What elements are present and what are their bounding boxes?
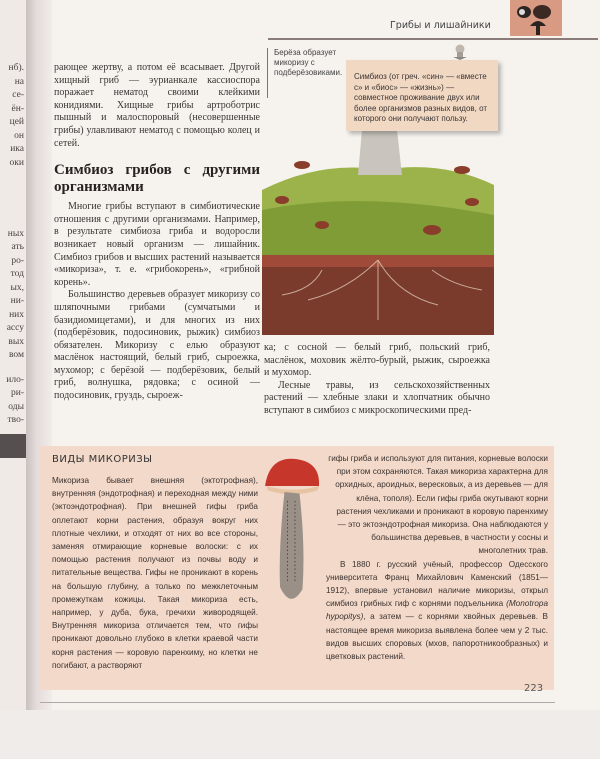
fragment-text: цей xyxy=(9,117,24,127)
fragment-text: них xyxy=(9,310,24,320)
fragment-text: ных xyxy=(7,229,24,239)
fragment-text: ри- xyxy=(11,388,24,398)
pushpin-icon xyxy=(445,44,475,60)
fragment-text: ать xyxy=(11,242,24,252)
previous-page-image-edge xyxy=(0,434,26,458)
note-text: Симбиоз (от греч. «син» — «вместе с» и «биос» — «жизнь») — совместное проживание двух или более организмов разных видов, от которого они получают пользу. xyxy=(354,72,488,123)
mushroom-section-icon xyxy=(510,0,562,36)
intro-paragraph: рающее жертву, а потом её всасывает. Другой хищный гриб — эурианкале кассиоспора поражает нематод своими клейкими конидиями. Хищные грибы артроботрис пышный и малоспоровый (несовершенные грибы) улавливают нематод с помощью колец и сетей. xyxy=(54,62,260,149)
paragraph: гифы гриба и используют для питания, корневые волоски при этом сохраняются. Такая микориза характерна для орхидных, ароидных, вересковых, а из деревьев — для клёна, тополя). Если гифы гриба окутывают корни растения чехликами и проникают в коровую паренхиму — это эктоэндотрофная микориза. Она наблюдаются у большинства деревьев, в частности у сосны и многолетних трав. xyxy=(328,454,548,556)
section-heading: Симбиоз грибов с другими организмами xyxy=(54,162,260,196)
paragraph: Большинство деревьев образует микоризу со шляпочными грибами (сумчатыми и базидиомицетами), и для многих из них (подберёзовик, подосиновик, рыжик) симбиоз обязателен. Микоризу с елью образуют маслёнок настоящий, белый гриб, сыроежка, мухомор; с берёзой — подберёзовик, белый гриб, волнушка, рядовка; с осиной — подосиновик, груздь, сыроеж- xyxy=(54,289,260,402)
definition-note xyxy=(346,60,498,131)
fragment-text: тод xyxy=(10,269,24,279)
left-column xyxy=(54,62,260,403)
bottom-rule xyxy=(40,702,555,703)
paragraph: ка; с сосной — белый гриб, польский гриб, маслёнок, моховик жёлто-бурый, рыжик, сыроежка и мухомор. xyxy=(264,342,490,379)
paragraph xyxy=(326,558,548,664)
text: , а затем — с корнями хвойных деревьев. В настоящее время микориза выявлена более чем у 2 тыс. видов высших споровых (мхов, папоротникообразных) и цветковых растений. xyxy=(326,612,548,662)
sidebar-title: ВИДЫ МИКОРИЗЫ xyxy=(52,454,153,465)
fragment-text: нб). xyxy=(8,63,24,73)
fragment-text: оки xyxy=(9,158,24,168)
fragment-text: тво- xyxy=(7,415,24,425)
paragraph: Многие грибы вступают в симбиотические отношения с другими организмами. Например, в результате симбиоза гриба и водоросли возникает новый организм — лишайник. Симбиоз грибов и высших растений называется «микориза», т. е. «грибокорень», «грибной корень». xyxy=(54,201,260,288)
caption-rule xyxy=(267,48,268,98)
fragment-text: ика xyxy=(10,144,24,154)
fragment-text: ни- xyxy=(10,296,24,306)
mycorrhiza-types-sidebar xyxy=(40,446,554,690)
fragment-text: вых xyxy=(8,337,24,347)
fragment-text: се- xyxy=(12,90,24,100)
sidebar-right-text xyxy=(326,452,548,663)
fragment-text: оды xyxy=(8,402,24,412)
middle-column xyxy=(264,342,490,418)
paragraph: Лесные травы, из сельскохозяйственных растений — хлебные злаки и хлопчатник обычно вступают в симбиоз с микроскопическими пред- xyxy=(264,379,490,416)
fragment-text: ило- xyxy=(6,375,24,385)
fragment-text: ён- xyxy=(11,104,24,114)
illustration-caption: Берёза образует микоризу с подберёзовиками. xyxy=(274,48,343,77)
header-rule xyxy=(268,38,598,40)
fragment-text: он xyxy=(14,131,24,141)
fragment-text: ро- xyxy=(11,256,24,266)
birch-mycorrhiza-illustration xyxy=(262,130,494,335)
sidebar-left-text: Микориза бывает внешняя (эктотрофная), внутренняя (эндотрофная) и переходная между ними (эктоэндотрофная). При внешней гифы гриба оплетают корни растения, образуя вокруг них плотные чехлики, и отходят от них во все стороны, заменяя отмирающие корневые волоски: с их помощью растения получают из почвы воду и питательные вещества. Гифы не проникают в корень на большую глубину, а только по межклеточным промежуткам кожицы. Такая микориза есть, например, у дуба, бука, гречихи живородящей. Внутренняя микориза отличается тем, что гифы проникают довольно глубоко в клетки краевой части корня растения — коровую паренхиму, но клетки не погибают, а растворяют xyxy=(52,476,258,670)
section-header: Грибы и лишайники xyxy=(390,20,491,31)
latin-name: (Monotropa hypopitys) xyxy=(326,599,548,622)
fragment-text: ых, xyxy=(10,283,24,293)
page-bottom-margin xyxy=(0,710,600,759)
text: В 1880 г. русский учёный, профессор Одесского университета Франц Михайлович Каменский (1851—1912), впервые установил наличие микоризы, открыл симбиоз грибных гиф с корнями подъельника xyxy=(326,559,548,609)
fragment-text: на xyxy=(14,77,24,87)
boletus-mushroom-illustration xyxy=(262,456,322,622)
fragment-text: ассу xyxy=(6,323,24,333)
page-number: 223 xyxy=(524,683,544,694)
fragment-text: вом xyxy=(8,350,24,360)
